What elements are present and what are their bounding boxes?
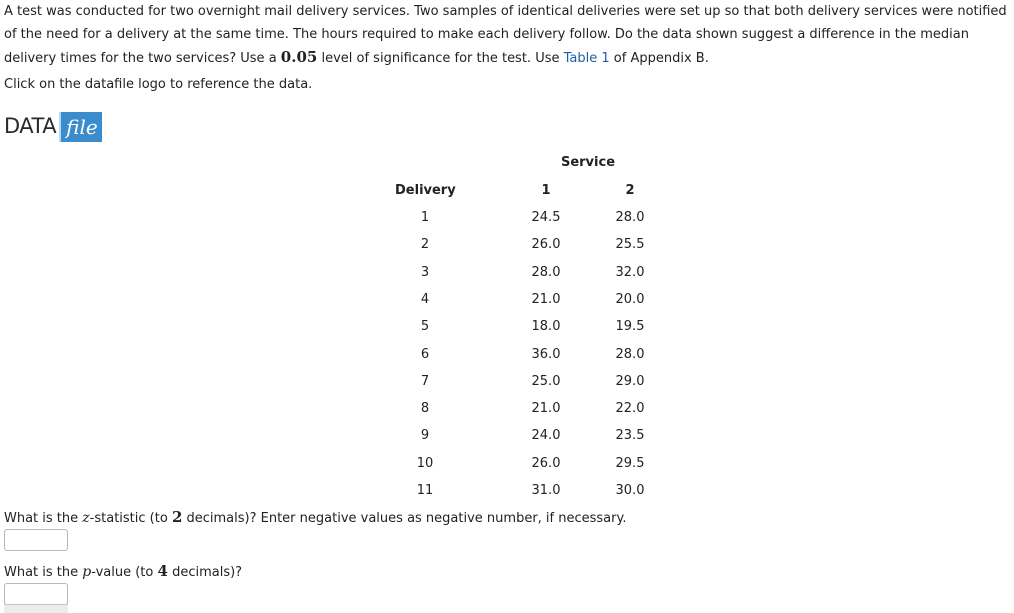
service-1-cell: 25.0 [531, 374, 561, 389]
service-1-cell: 24.0 [531, 428, 561, 443]
service-2-cell: 30.0 [615, 483, 645, 498]
datafile-logo-data-text: DATA [4, 114, 57, 138]
problem-text-part1: A test was conducted for two overnight mail delivery services. Two samples of identical deliveries were set up so that both delivery services were notified of the need for a delivery at the same time. The hours required to make each delivery follow. Do the data shown suggest a difference in the median delivery times for the two services? Use a [4, 4, 1007, 66]
delivery-cell: 1 [420, 210, 430, 225]
z-question-suffix: decimals)? Enter negative values as negative number, if necessary. [182, 511, 627, 526]
p-decimals: 4 [157, 562, 168, 580]
z-question-middle: -statistic (to [89, 511, 172, 526]
service-2-cell: 28.0 [615, 210, 645, 225]
service-2-cell: 25.5 [615, 237, 645, 252]
service-1-cell: 26.0 [531, 237, 561, 252]
service-1-column-header: 1 [541, 183, 551, 198]
delivery-cell: 3 [420, 265, 430, 280]
p-value-input[interactable] [4, 583, 68, 605]
problem-text-part3: of Appendix B. [609, 51, 709, 66]
delivery-cell: 11 [416, 483, 434, 498]
z-decimals: 2 [171, 508, 183, 526]
service-1-cell: 26.0 [531, 456, 561, 471]
z-statistic-input[interactable] [4, 529, 68, 551]
service-2-cell: 23.5 [615, 428, 645, 443]
delivery-cell: 10 [416, 456, 434, 471]
service-2-cell: 32.0 [615, 265, 645, 280]
z-question-prefix: What is the [4, 511, 83, 526]
p-question-middle: -value (to [91, 565, 158, 580]
delivery-cell: 8 [420, 401, 430, 416]
delivery-cell: 4 [420, 292, 430, 307]
z-symbol: z [82, 510, 90, 526]
datafile-logo-file-text: file [59, 112, 102, 142]
service-2-cell: 28.0 [615, 347, 645, 362]
service-1-cell: 24.5 [531, 210, 561, 225]
delivery-cell: 7 [420, 374, 430, 389]
service-2-column-header: 2 [625, 183, 635, 198]
service-1-cell: 31.0 [531, 483, 561, 498]
service-2-cell: 29.0 [615, 374, 645, 389]
delivery-cell: 2 [420, 237, 430, 252]
service-2-cell: 22.0 [615, 401, 645, 416]
datafile-instruction: Click on the datafile logo to reference the data. [4, 77, 313, 92]
service-1-cell: 18.0 [531, 319, 561, 334]
service-2-cell: 20.0 [615, 292, 645, 307]
service-2-cell: 19.5 [615, 319, 645, 334]
p-value-question [4, 562, 242, 582]
delivery-cell: 6 [420, 347, 430, 362]
service-2-cell: 29.5 [615, 456, 645, 471]
p-question-suffix: decimals)? [167, 565, 243, 580]
p-question-prefix: What is the [4, 565, 83, 580]
delivery-cell: 9 [420, 428, 430, 443]
service-group-header: Service [560, 155, 616, 170]
problem-text-part2: level of significance for the test. Use [317, 51, 564, 66]
p-symbol: p [82, 564, 92, 580]
service-1-cell: 21.0 [531, 401, 561, 416]
service-1-cell: 28.0 [531, 265, 561, 280]
delivery-column-header: Delivery [395, 183, 456, 198]
z-statistic-question [4, 508, 626, 528]
significance-level: 0.05 [280, 48, 318, 66]
service-1-cell: 36.0 [531, 347, 561, 362]
delivery-cell: 5 [420, 319, 430, 334]
service-1-cell: 21.0 [531, 292, 561, 307]
table-1-link[interactable]: Table 1 [563, 51, 610, 66]
